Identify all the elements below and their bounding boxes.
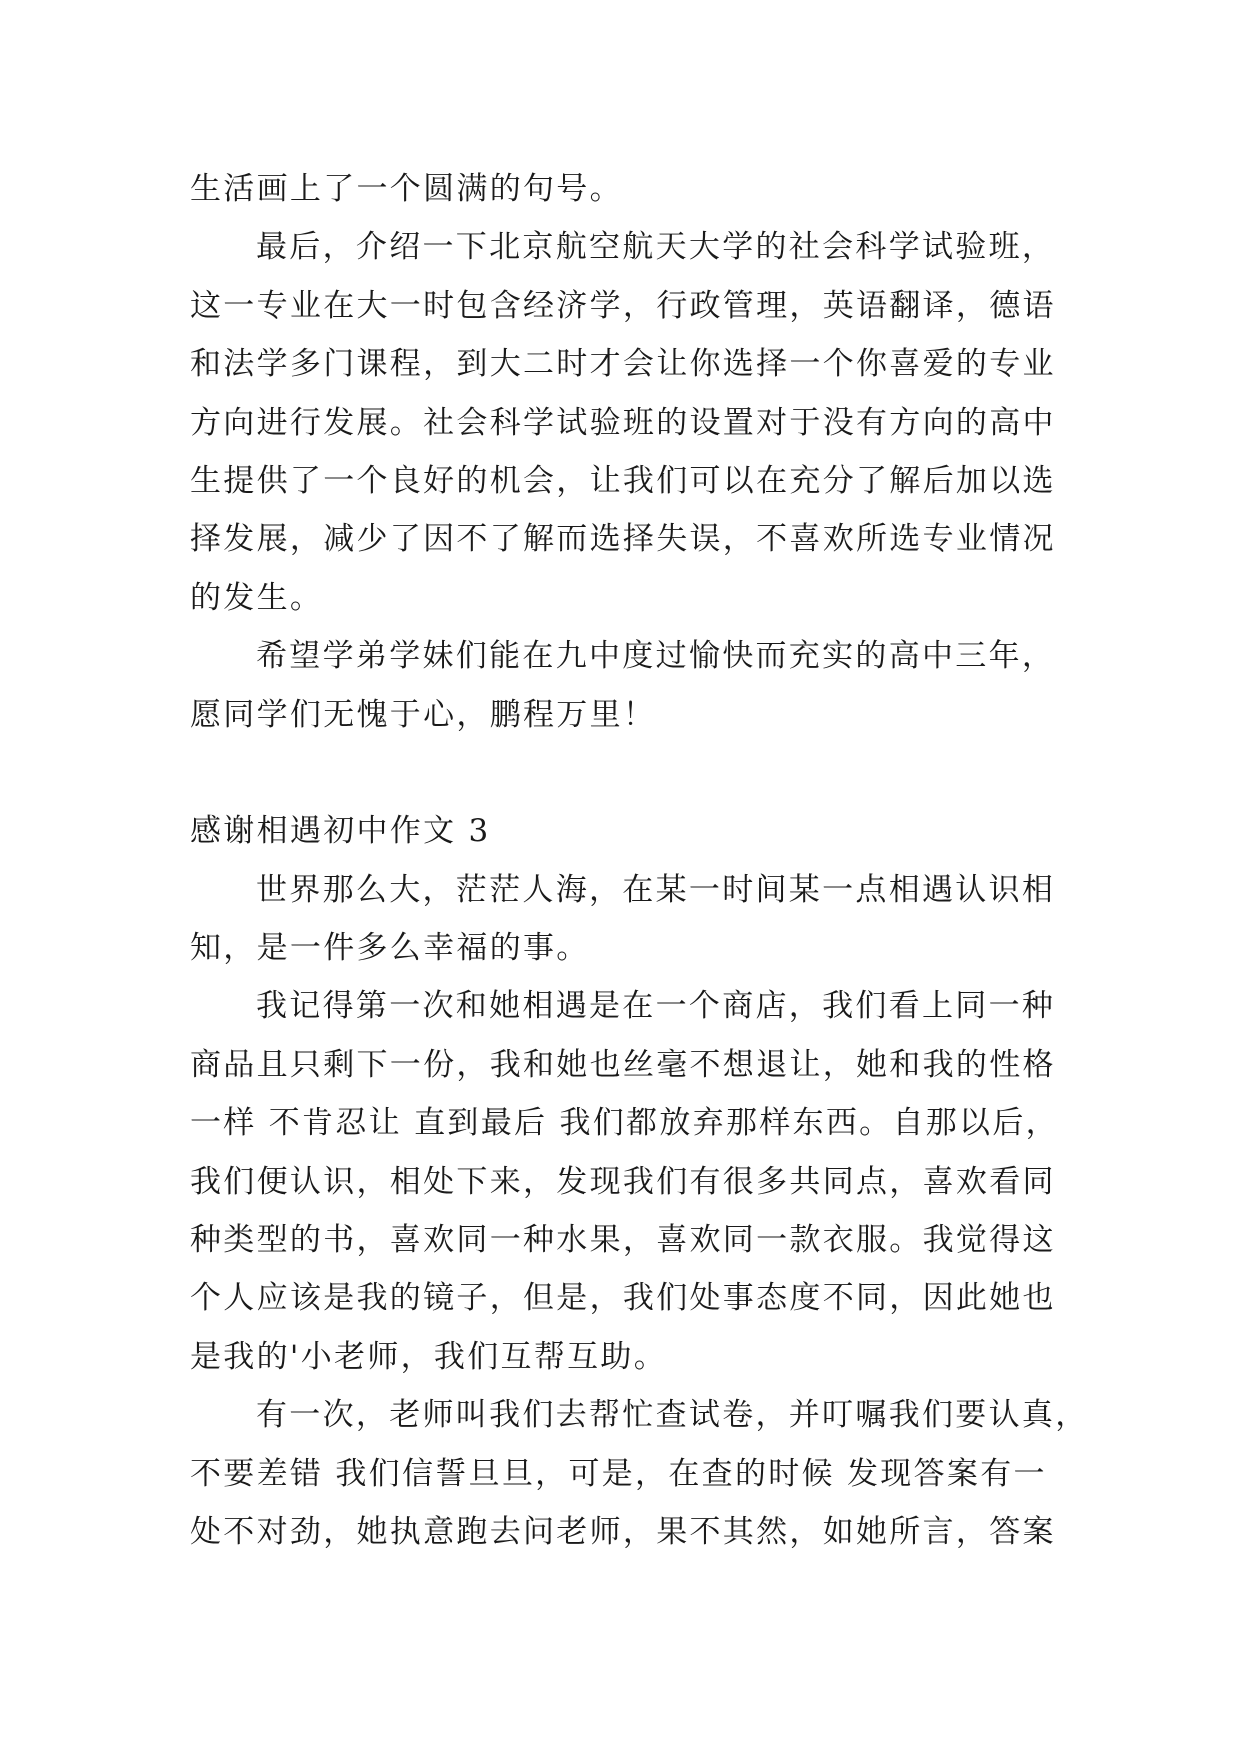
section-heading: 感谢相遇初中作文 3 xyxy=(190,813,491,850)
text-line: 不要差错 我们信誓旦旦，可是，在查的时候 发现答案有一 xyxy=(190,1455,1047,1492)
text-line: 最后，介绍一下北京航空航天大学的社会科学试验班， xyxy=(256,229,1056,266)
text-line: 种类型的书，喜欢同一种水果，喜欢同一款衣服。我觉得这 xyxy=(190,1222,1056,1259)
text-line: 我记得第一次和她相遇是在一个商店，我们看上同一种 xyxy=(256,988,1056,1025)
paragraph-world-so-big xyxy=(190,861,1070,978)
paragraph-final-introduction xyxy=(190,218,1070,627)
text-line: 的发生。 xyxy=(190,579,324,616)
text-line: 一样 不肯忍让 直到最后 我们都放弃那样东西。自那以后， xyxy=(190,1105,1059,1142)
text-line: 择发展，减少了因不了解而选择失误，不喜欢所选专业情况 xyxy=(190,521,1056,558)
text-line: 有一次，老师叫我们去帮忙查试卷，并叮嘱我们要认真， xyxy=(256,1397,1089,1434)
text-line: 世界那么大，茫茫人海，在某一时间某一点相遇认识相 xyxy=(256,871,1056,908)
paragraph-wishes xyxy=(190,627,1070,744)
text-line: 愿同学们无愧于心，鹏程万里！ xyxy=(190,696,657,733)
text-line: 希望学弟学妹们能在九中度过愉快而充实的高中三年， xyxy=(256,638,1056,675)
text-line: 处不对劲，她执意跑去问老师，果不其然，如她所言，答案 xyxy=(190,1513,1056,1550)
text-line: 这一专业在大一时包含经济学，行政管理，英语翻译，德语 xyxy=(190,287,1056,324)
section-spacer xyxy=(190,744,1070,802)
text-line: 商品且只剩下一份，我和她也丝毫不想退让，她和我的性格 xyxy=(190,1046,1056,1083)
text-line: 生活画上了一个圆满的句号。 xyxy=(190,171,623,207)
text-line: 知，是一件多么幸福的事。 xyxy=(190,930,590,967)
text-line: 是我的'小老师，我们互帮互助。 xyxy=(190,1338,668,1375)
paragraph-checking-papers xyxy=(190,1386,1089,1561)
document-body xyxy=(190,160,1089,1561)
paragraph-first-meeting xyxy=(190,977,1070,1386)
text-line: 方向进行发展。社会科学试验班的设置对于没有方向的高中 xyxy=(190,404,1056,441)
text-line: 我们便认识，相处下来，发现我们有很多共同点，喜欢看同 xyxy=(190,1163,1056,1200)
text-line: 个人应该是我的镜子，但是，我们处事态度不同，因此她也 xyxy=(190,1280,1056,1317)
text-line: 和法学多门课程，到大二时才会让你选择一个你喜爱的专业 xyxy=(190,346,1056,383)
text-line: 生提供了一个良好的机会，让我们可以在充分了解后加以选 xyxy=(190,462,1056,499)
